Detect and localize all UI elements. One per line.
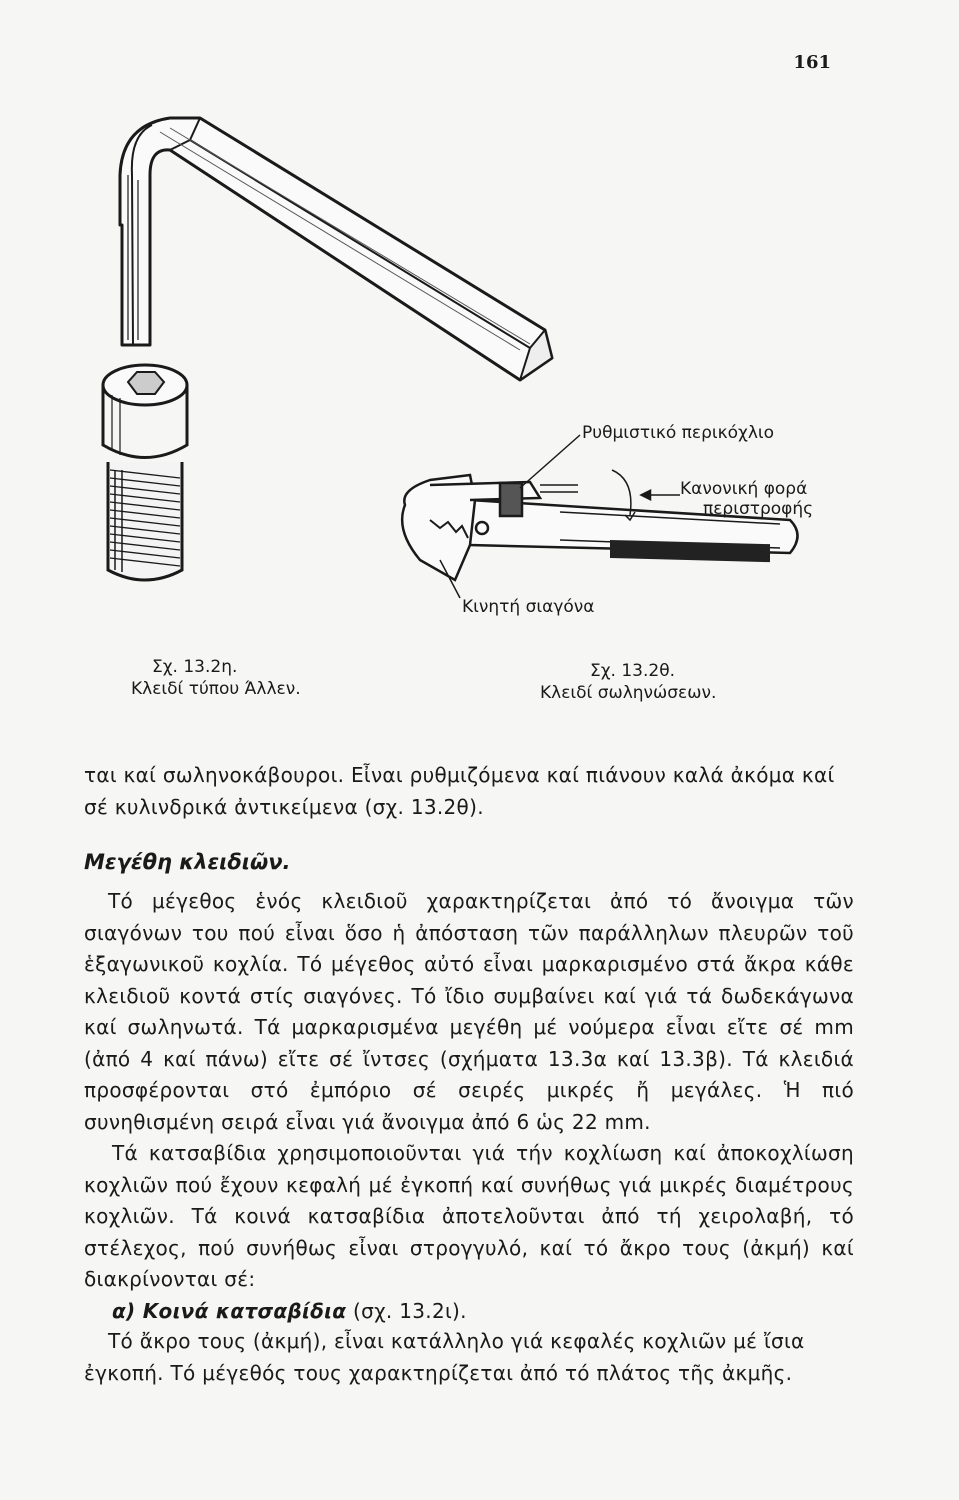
item-a-description bbox=[84, 1326, 854, 1389]
allen-caption bbox=[131, 656, 301, 700]
list-item-a-ref: (σχ. 13.2ι). bbox=[346, 1298, 467, 1323]
paragraph-screwdrivers: Τά κατσαβίδια χρησιμοποιοῦνται γιά τήν κοχλίωση καί ἀποκοχλίωση κοχλιῶν πού ἔχουν κεφαλή μέ ἐγκοπή καί συνήθως γιά μικρές διαμέτρους κοχλιῶν. Τά κοινά κατσαβίδια ἀποτελοῦνται ἀπό τή χειρολαβή, τό στέλεχος, πού συνήθως εἶναι στρογγυλό, καί τό ἄκρο τους (ἀκμή) καί διακρίνονται σέ: bbox=[84, 1141, 854, 1291]
page-number: 161 bbox=[793, 52, 831, 73]
section-heading: Μεγέθη κλειδιῶν. bbox=[84, 850, 291, 874]
label-rotation-line1: Κανονική φορά bbox=[680, 479, 808, 499]
allen-caption-text: Κλειδί τύπου Άλλεν. bbox=[131, 679, 301, 699]
allen-key-drawing bbox=[120, 118, 552, 380]
socket-screw-drawing bbox=[103, 365, 187, 580]
wrench-caption bbox=[540, 660, 716, 704]
figures-illustration bbox=[0, 0, 959, 720]
list-item-a-label: α) Κοινά κατσαβίδια bbox=[112, 1298, 347, 1323]
wrench-caption-text: Κλειδί σωληνώσεων. bbox=[540, 683, 717, 703]
list-item-a bbox=[84, 1296, 854, 1328]
allen-caption-number: Σχ. 13.2η. bbox=[152, 657, 238, 677]
body-text bbox=[84, 886, 854, 1327]
paragraph-key-sizes: Τό μέγεθος ἑνός κλειδιοῦ χαρακτηρίζεται ἀπό τό ἄνοιγμα τῶν σιαγόνων του πού εἶναι ὅσο ἡ ἀπόσταση τῶν παράλληλων πλευρῶν τοῦ ἑξαγωνικοῦ κοχλία. Τό μέγεθος αὐτό εἶναι μαρκαρισμένο στά ἄκρα κάθε κλειδιοῦ κοντά στίς σιαγόνες. Τό ἴδιο συμβαίνει καί γιά τά δωδεκάγωνα καί σωληνωτά. Τά μαρκαρισμένα μεγέθη μέ νούμερα εἶναι εἴτε σέ mm (ἀπό 4 καί πάνω) εἴτε σέ ἴντσες (σχήματα 13.3α καί 13.3β). Τά κλειδιά προσφέρονται στό ἐμπόριο σέ σειρές μικρές ἤ μεγάλες. Ἡ πιό συνηθισμένη σειρά εἶναι γιά ἄνοιγμα ἀπό 6 ὡς 22 mm. bbox=[84, 889, 854, 1134]
wrench-caption-number: Σχ. 13.2θ. bbox=[590, 661, 676, 681]
label-rotation-line2: περιστροφής bbox=[703, 499, 814, 519]
label-movable-jaw: Κινητή σιαγόνα bbox=[462, 597, 595, 617]
paragraph-item-a: Τό ἄκρο τους (ἀκμή), εἶναι κατάλληλο γιά κεφαλές κοχλιῶν μέ ἴσια ἐγκοπή. Τό μέγεθός τους χαρακτηρίζεται ἀπό τό πλάτος τῆς ἀκμῆς. bbox=[84, 1329, 805, 1385]
label-adjust-nut: Ρυθμιστικό περικόχλιο bbox=[582, 423, 775, 443]
intro-paragraph: ται καί σωληνοκάβουροι. Εἶναι ρυθμιζόμενα καί πιάνουν καλά ἀκόμα καί σέ κυλινδρικά ἀντικείμενα (σχ. 13.2θ). bbox=[84, 763, 835, 819]
